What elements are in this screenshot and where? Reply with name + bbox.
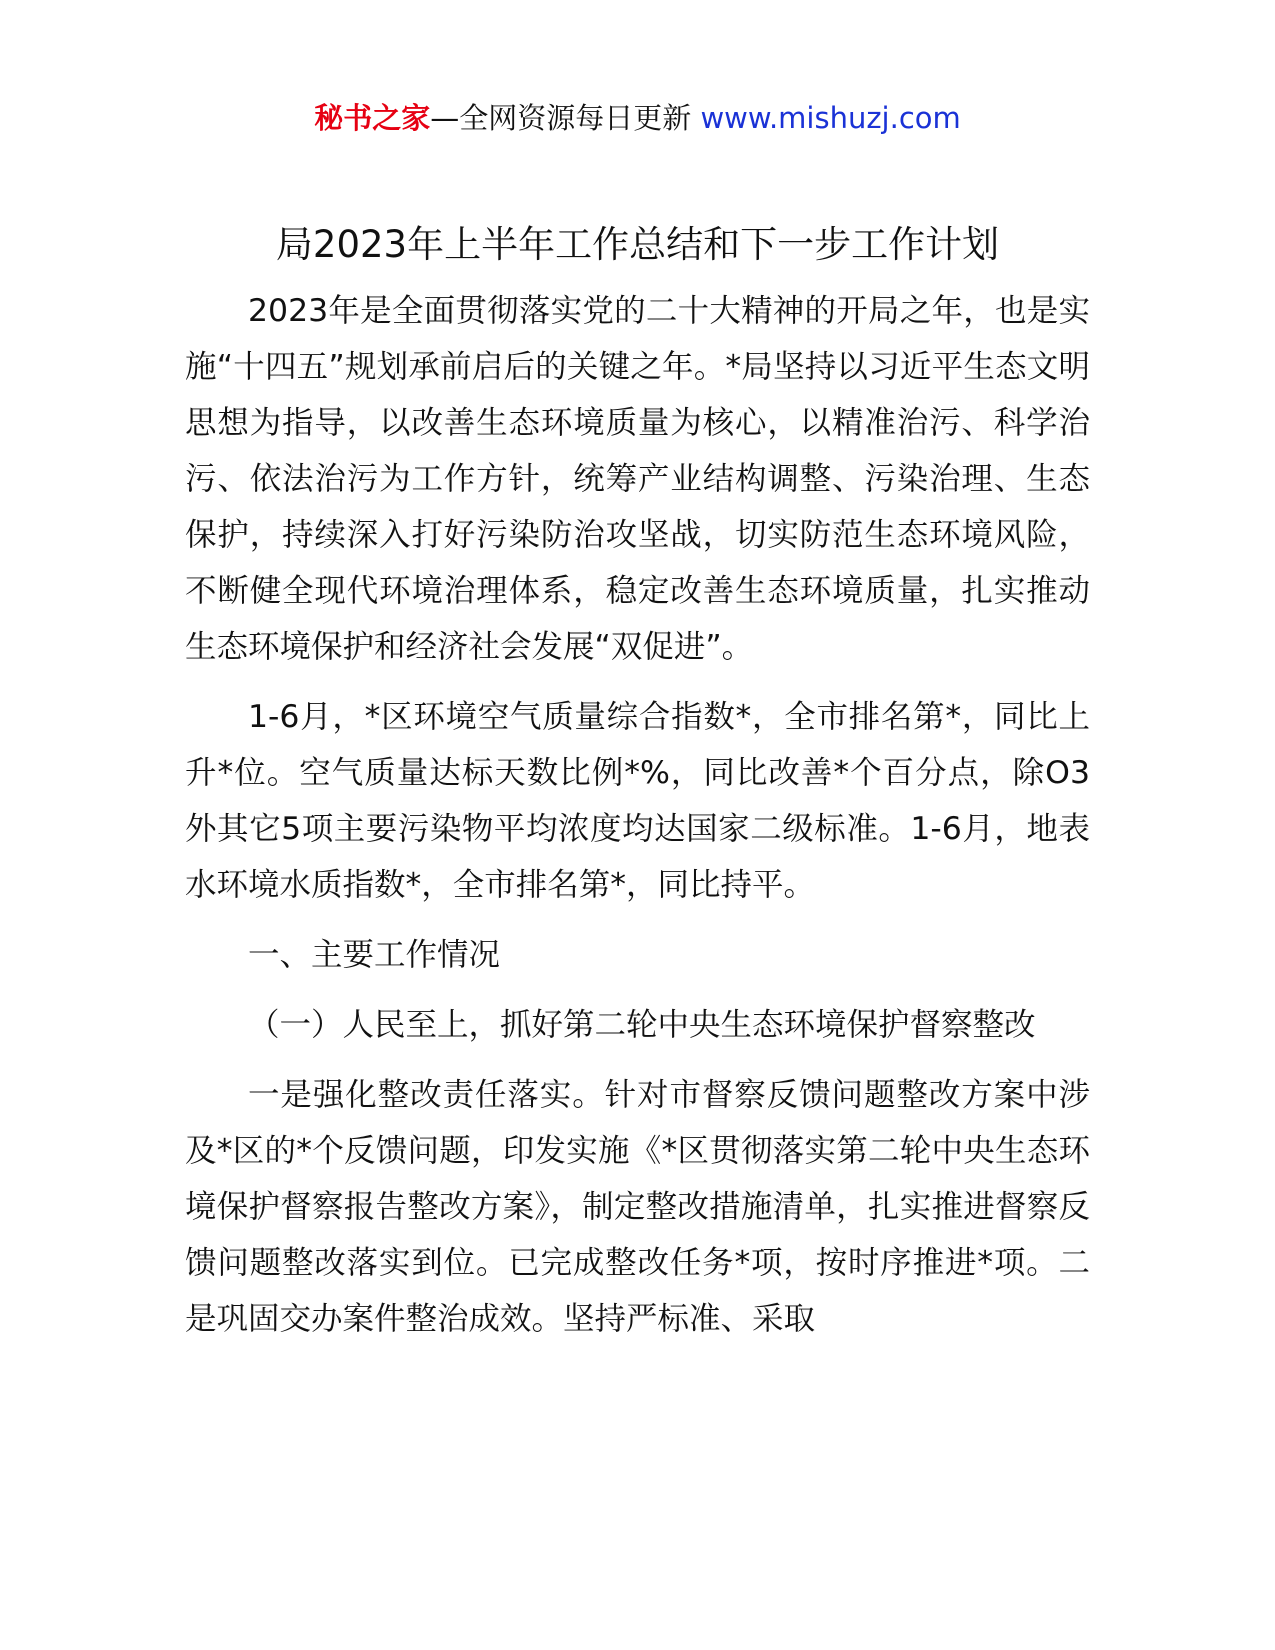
header-tagline: —全网资源每日更新 [430, 101, 701, 135]
statistics-paragraph: 1-6月，*区环境空气质量综合指数*，全市排名第*，同比上升*位。空气质量达标天数比例*%，同比改善*个百分点，除O3外其它5项主要污染物平均浓度均达国家二级标准。1-6月，地表水环境水质指数*，全市排名第*，同比持平。 [185, 699, 1090, 903]
brand-name: 秘书之家 [314, 101, 431, 135]
section-heading: 一、主要工作情况 [248, 937, 501, 973]
intro-paragraph: 2023年是全面贯彻落实党的二十大精神的开局之年，也是实施“十四五”规划承前启后的关键之年。*局坚持以习近平生态文明思想为指导，以改善生态环境质量为核心，以精准治污、科学治污、依法治污为工作方针，统筹产业结构调整、污染治理、生态保护，持续深入打好污染防治攻坚战，切实防范生态环境风险，不断健全现代环境治理体系，稳定改善生态环境质量，扎实推动生态环境保护和经济社会发展“双促进”。 [185, 293, 1090, 665]
site-url-link[interactable]: www.mishuzj.com [700, 101, 961, 135]
rectification-paragraph: 一是强化整改责任落实。针对市督察反馈问题整改方案中涉及*区的*个反馈问题，印发实施《*区贯彻落实第二轮中央生态环境保护督察报告整改方案》，制定整改措施清单，扎实推进督察反馈问题整改落实到位。已完成整改任务*项，按时序推进*项。二是巩固交办案件整治成效。坚持严标准、采取 [185, 1077, 1090, 1337]
document-body [185, 283, 1090, 1361]
document-title: 局2023年上半年工作总结和下一步工作计划 [275, 223, 1000, 266]
subsection-heading: （一）人民至上，抓好第二轮中央生态环境保护督察整改 [248, 1007, 1036, 1043]
site-header [0, 96, 1275, 140]
